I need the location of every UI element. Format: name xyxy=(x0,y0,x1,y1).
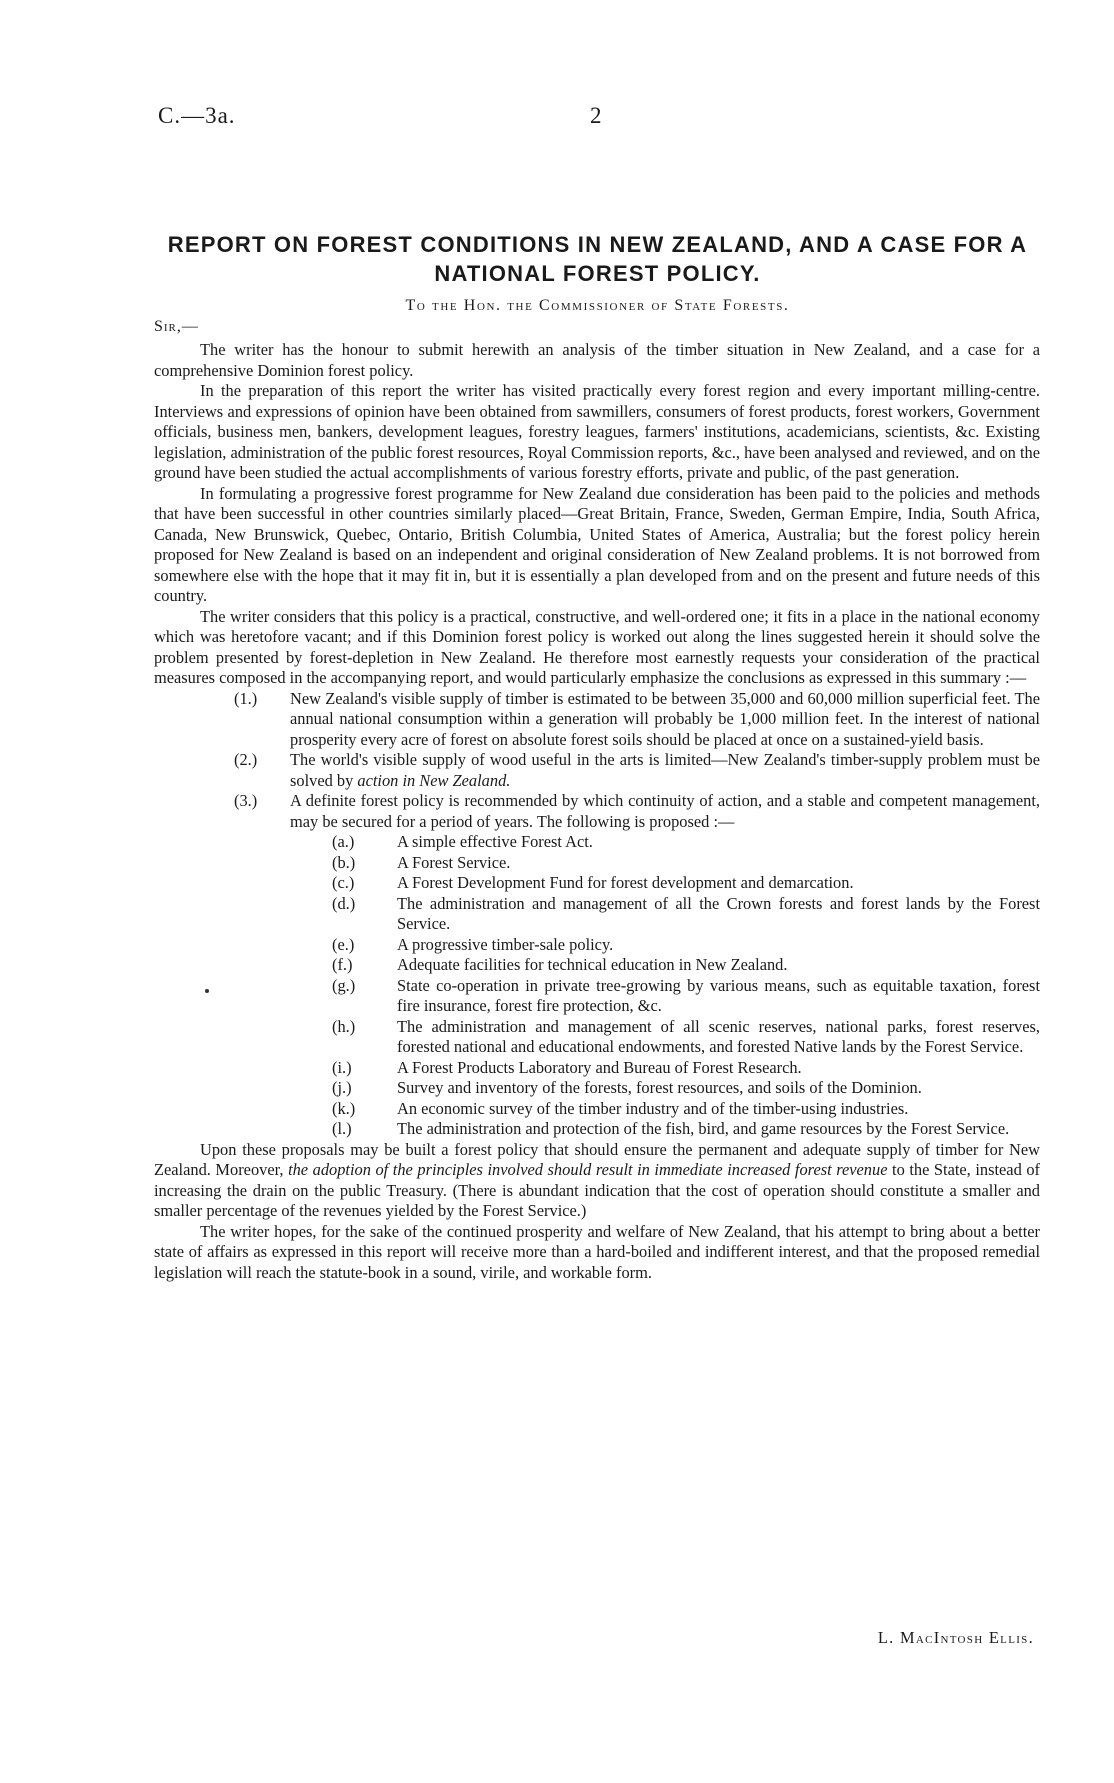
salutation: Sir,— xyxy=(154,318,199,335)
subpoint xyxy=(154,976,1040,1017)
subpoint xyxy=(154,1078,1040,1099)
subpoint-text: The administration and management of all the Crown forests and forest lands by the Forest Service. xyxy=(397,893,1040,933)
subpoint-label: (l.) xyxy=(332,1119,352,1138)
paragraph xyxy=(154,1140,1040,1222)
subpoint-text: State co-operation in private tree-growing by various means, such as equitable taxation, forest fire insurance, forest fire protection, &c. xyxy=(397,975,1040,1015)
point-label: (1.) xyxy=(234,688,258,708)
subpoint-text: A Forest Products Laboratory and Bureau of Forest Research. xyxy=(397,1057,802,1077)
subpoint-text: A Forest Development Fund for forest development and demarcation. xyxy=(397,873,854,892)
report-body xyxy=(154,340,1040,1283)
subpoint-text: Survey and inventory of the forests, forest resources, and soils of the Dominion. xyxy=(397,1078,922,1097)
subpoint-label: (i.) xyxy=(332,1057,352,1077)
document-reference: C.—3a. xyxy=(158,103,236,128)
paragraph: The writer has the honour to submit herewith an analysis of the timber situation in New Zealand, and a case for a comprehensive Dominion forest policy. xyxy=(154,340,1040,380)
point-text: The world's visible supply of wood useful in the arts is limited—New Zealand's timber-supply problem must be solved by xyxy=(290,750,1040,790)
subpoint xyxy=(154,853,1040,874)
subpoint xyxy=(154,1099,1040,1120)
paragraph: The writer hopes, for the sake of the continued prosperity and welfare of New Zealand, that his attempt to bring about a better state of affairs as expressed in this report will receive more than a hard-boiled and indifferent interest, and that the proposed remedial legislation will reach the statute-book in a sound, virile, and workable form. xyxy=(154,1221,1040,1282)
subpoint-text: A simple effective Forest Act. xyxy=(397,832,593,851)
subpoint-label: (b.) xyxy=(332,852,356,872)
subpoint xyxy=(154,894,1040,935)
subpoint-label: (a.) xyxy=(332,832,355,851)
point-text: New Zealand's visible supply of timber is estimated to be between 35,000 and 60,000 million superficial feet. The annual national consumption within a generation will probably be 1,000 million feet. In the interest of national prosperity every acre of forest on absolute forest soils should be placed at once on a sustained-yield basis. xyxy=(290,688,1040,749)
point-emphasis: action in New Zealand. xyxy=(357,770,511,790)
page-number: 2 xyxy=(590,103,602,128)
subpoint xyxy=(154,873,1040,894)
subpoint-label: (c.) xyxy=(332,873,355,892)
summary-point xyxy=(154,689,1040,751)
subpoint-text: An economic survey of the timber industry and of the timber-using industries. xyxy=(397,1098,909,1118)
subpoint-label: (e.) xyxy=(332,934,355,954)
signature: L. MacIntosh Ellis. xyxy=(877,1628,1034,1647)
subpoint-text: The administration and management of all scenic reserves, national parks, forest reserves, forested national and educational endowments, and forested Native lands by the Forest Service. xyxy=(397,1016,1040,1056)
paragraph: In the preparation of this report the writer has visited practically every forest region and every important milling-centre. Interviews and expressions of opinion have been obtained from sawmillers, consumers of forest products, forest workers, Government officials, business men, bankers, development leagues, forestry leagues, farmers' institutions, academicians, scientists, &c. Existing legislation, administration of the public forest resources, Royal Commission reports, &c., have been analysed and reviewed, and on the ground have been studied the actual accomplishments of various forestry efforts, private and public, of the past generation. xyxy=(154,381,1040,482)
paragraph-text: Upon these proposals may be built a forest policy that should ensure the permanent and adequate supply of timber for New Zealand. Moreover, xyxy=(154,1139,1040,1179)
subpoint-label: (j.) xyxy=(332,1078,352,1097)
paragraph-text: to the State, instead of increasing the drain on the public Treasury. (There is abundant indication that the cost of operation should constitute a smaller and smaller percentage of the revenues yielded by the Forest Service.) xyxy=(154,1160,1040,1220)
subpoint xyxy=(154,832,1040,853)
subpoint-label: (f.) xyxy=(332,955,353,974)
subpoint-label: (k.) xyxy=(332,1098,356,1118)
addressee-line: To the Hon. the Commissioner of State Forests. xyxy=(405,297,790,314)
subpoint-label: (d.) xyxy=(332,893,356,913)
point-label: (2.) xyxy=(234,750,258,769)
summary-point xyxy=(154,750,1040,791)
subpoint-label: (h.) xyxy=(332,1016,356,1036)
subpoint xyxy=(154,1119,1040,1140)
subpoint xyxy=(154,1058,1040,1079)
paragraph-emphasis: the adoption of the principles involved should result in immediate increased forest revenue xyxy=(288,1160,888,1179)
report-title: REPORT ON FOREST CONDITIONS IN NEW ZEALAND, AND A CASE FOR A NATIONAL FOREST POLICY. xyxy=(167,232,1028,286)
subpoint xyxy=(154,955,1040,976)
point-text: A definite forest policy is recommended by which continuity of action, and a stable and competent management, may be secured for a period of years. The following is proposed :— xyxy=(290,791,1040,831)
subpoint xyxy=(154,935,1040,956)
summary-point xyxy=(154,791,1040,832)
subpoint-text: The administration and protection of the fish, bird, and game resources by the Forest Service. xyxy=(397,1119,1010,1138)
paragraph: In formulating a progressive forest programme for New Zealand due consideration has been paid to the policies and methods that have been successful in other countries similarly placed—Great Britain, France, Sweden, German Empire, India, South Africa, Canada, New Brunswick, Quebec, Ontario, British Columbia, United States of America, Australia; but the forest policy herein proposed for New Zealand is based on an independent and original consideration of New Zealand problems. It is not borrowed from somewhere else with the hope that it may fit in, but it is essentially a plan developed from and on the present and future needs of this country. xyxy=(154,483,1040,605)
subpoint-text: A Forest Service. xyxy=(397,852,511,872)
subpoint xyxy=(154,1017,1040,1058)
subpoint-label: (g.) xyxy=(332,975,356,995)
point-label: (3.) xyxy=(234,791,258,810)
subpoint-text: A progressive timber-sale policy. xyxy=(397,934,614,954)
paragraph: The writer considers that this policy is a practical, constructive, and well-ordered one; it fits in a place in the national economy which was heretofore vacant; and if this Dominion forest policy is worked out along the lines suggested herein it should solve the problem presented by forest-depletion in New Zealand. He therefore most earnestly requests your consideration of the practical measures composed in the accompanying report, and would particularly emphasize the conclusions as expressed in this summary :— xyxy=(154,606,1040,687)
subpoint-text: Adequate facilities for technical education in New Zealand. xyxy=(397,955,788,974)
